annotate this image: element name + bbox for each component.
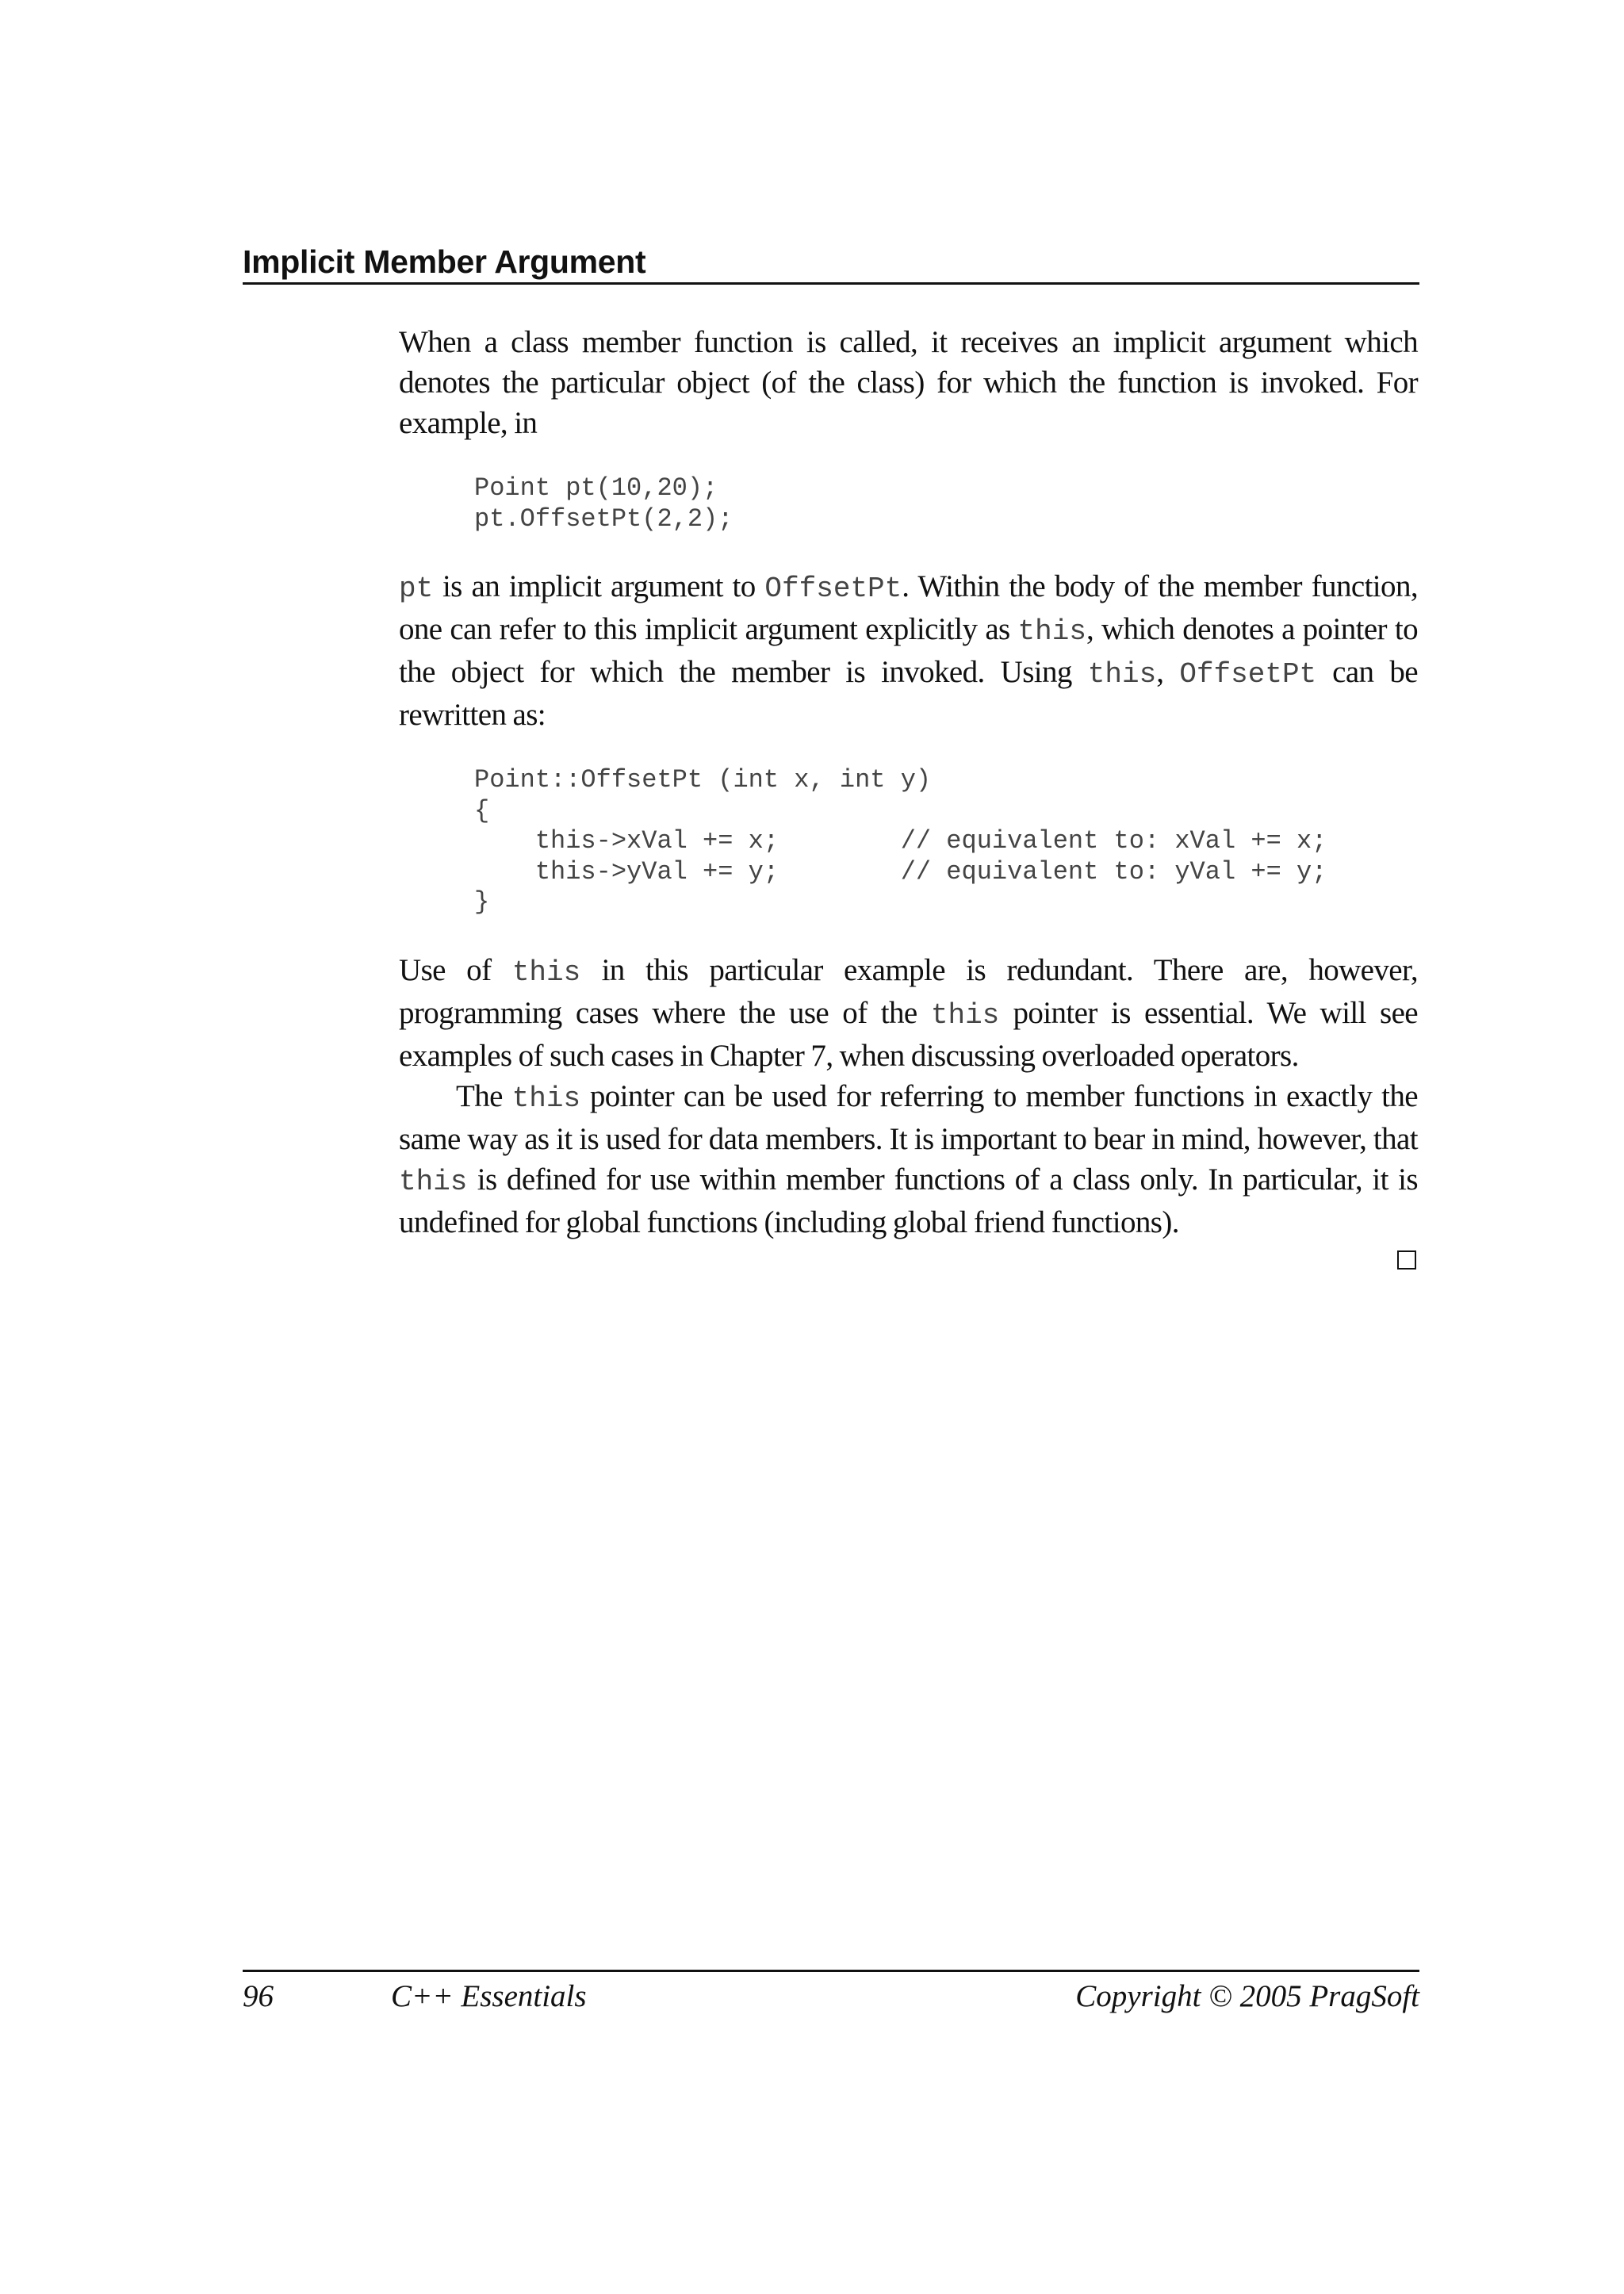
inline-code-offsetpt: OffsetPt (1179, 658, 1317, 691)
paragraph-text: pointer can be used for referring to member functions in exactly the same way as it is used for data members. It is important to bear in mind, however, that (399, 1078, 1419, 1156)
paragraph-text: , which denotes a pointer to the object for which the member is invoked. Using (399, 612, 1418, 689)
paragraph-text: pointer is essential. We will see examples of such cases in Chapter 7, when discussing overloaded operators. (399, 995, 1418, 1073)
page-footer (243, 1970, 1419, 2013)
code-block-offsetpt-definition: Point::OffsetPt (int x, int y) { this->xVal += x; // equivalent to: xVal += x; this->yVal += y; // equivalent to: yVal += y; } (474, 765, 1327, 917)
body-column (399, 322, 1418, 1273)
copyright-notice: Copyright © 2005 PragSoft (1075, 1979, 1419, 2013)
end-of-section-marker (399, 1250, 1418, 1273)
paragraph-text: is defined for use within member functions of a class only. In particular, it is undefined for global functions (including global friend functions). (399, 1162, 1418, 1239)
inline-code-this: this (1087, 658, 1157, 691)
paragraph-text: is an implicit argument to (433, 569, 765, 603)
paragraph-text: Use of (399, 952, 512, 987)
paragraph-member-functions (399, 1076, 1418, 1243)
square-icon (1397, 1250, 1416, 1270)
section-heading (243, 243, 1419, 285)
inline-code-this: this (511, 956, 581, 989)
paragraph-text: , (1156, 655, 1180, 689)
inline-code-this: this (511, 1082, 581, 1115)
inline-code-offsetpt: OffsetPt (764, 573, 902, 605)
paragraph-this-pointer (399, 566, 1418, 735)
paragraph-text: . Within the body of the member function, one can refer to this implicit argument explicitly as (399, 569, 1418, 646)
book-title: C++ Essentials (391, 1979, 587, 2013)
inline-code-this: this (930, 998, 1000, 1032)
inline-code-pt: pt (399, 573, 434, 605)
page-number: 96 (243, 1979, 274, 2013)
inline-code-this: this (399, 1165, 468, 1198)
paragraph-redundant-usage (399, 950, 1418, 1076)
paragraph-text: in this particular example is redundant. There are, however, programming cases where the use of the (399, 952, 1418, 1030)
paragraph-intro: When a class member function is called, it receives an implicit argument which denotes the particular object (of the class) for which the function is invoked. For example, in (399, 325, 1418, 440)
inline-code-this: this (1017, 615, 1086, 648)
paragraph-text: The (456, 1078, 512, 1113)
section-title: Implicit Member Argument (243, 243, 646, 280)
paragraph-text: can be rewritten as: (399, 655, 1419, 732)
code-block-point-example: Point pt(10,20); pt.OffsetPt(2,2); (474, 473, 733, 534)
